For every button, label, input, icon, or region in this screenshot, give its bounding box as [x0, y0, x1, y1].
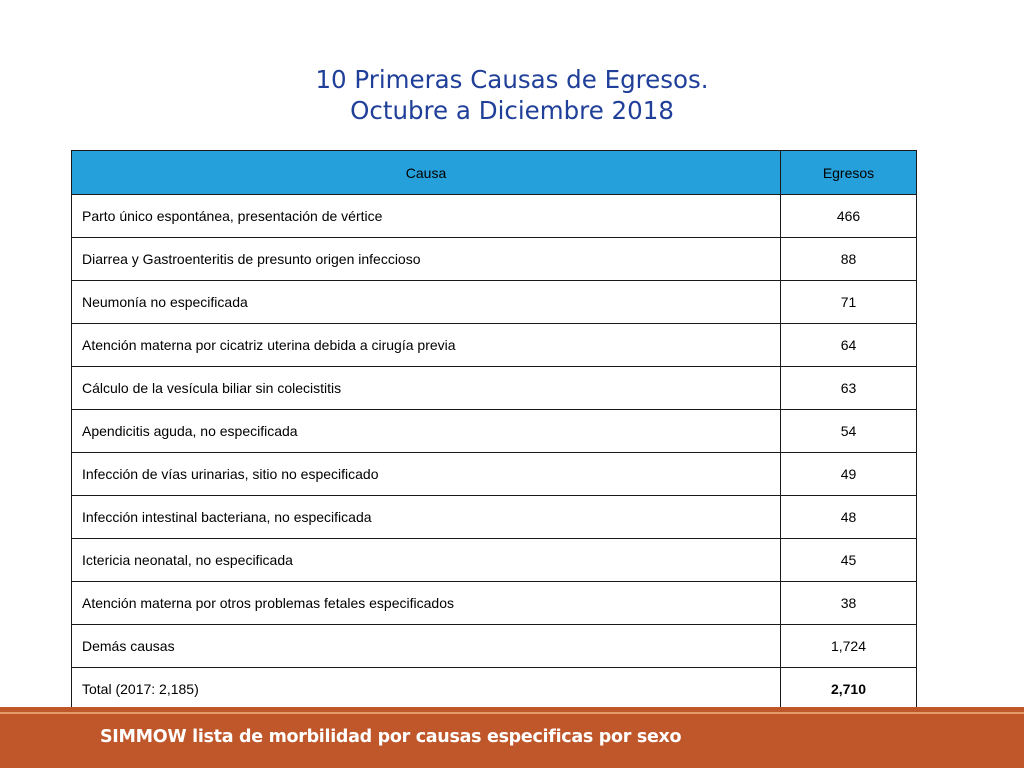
header-egresos: Egresos — [781, 151, 917, 195]
egresos-cell: 71 — [781, 281, 917, 324]
table-row — [72, 324, 917, 367]
cause-cell: Infección intestinal bacteriana, no especificada — [72, 496, 781, 539]
cause-cell: Atención materna por cicatriz uterina debida a cirugía previa — [72, 324, 781, 367]
table-header-row — [72, 151, 917, 195]
cause-cell: Infección de vías urinarias, sitio no especificado — [72, 453, 781, 496]
footer-divider — [0, 712, 1024, 714]
cause-cell: Demás causas — [72, 625, 781, 668]
table-row — [72, 281, 917, 324]
table-row — [72, 453, 917, 496]
table-row — [72, 496, 917, 539]
table-row — [72, 625, 917, 668]
title-line-1: 10 Primeras Causas de Egresos. — [315, 65, 709, 94]
egresos-cell: 38 — [781, 582, 917, 625]
total-label-cell: Total (2017: 2,185) — [72, 668, 781, 711]
table-row — [72, 195, 917, 238]
slide-title — [0, 64, 1024, 126]
egresos-cell: 49 — [781, 453, 917, 496]
cause-cell: Parto único espontánea, presentación de vértice — [72, 195, 781, 238]
table-row — [72, 410, 917, 453]
cause-cell: Apendicitis aguda, no especificada — [72, 410, 781, 453]
cause-cell: Atención materna por otros problemas fetales especificados — [72, 582, 781, 625]
causes-table — [71, 150, 917, 711]
table-row — [72, 367, 917, 410]
cause-cell: Neumonía no especificada — [72, 281, 781, 324]
cause-cell: Cálculo de la vesícula biliar sin colecistitis — [72, 367, 781, 410]
table-row — [72, 238, 917, 281]
egresos-cell: 88 — [781, 238, 917, 281]
cause-cell: Diarrea y Gastroenteritis de presunto origen infeccioso — [72, 238, 781, 281]
total-value-cell: 2,710 — [781, 668, 917, 711]
table-total-row — [72, 668, 917, 711]
egresos-cell: 54 — [781, 410, 917, 453]
footer-caption: SIMMOW lista de morbilidad por causas especificas por sexo — [100, 727, 682, 747]
egresos-cell: 466 — [781, 195, 917, 238]
header-cause: Causa — [72, 151, 781, 195]
table-row — [72, 582, 917, 625]
egresos-cell: 1,724 — [781, 625, 917, 668]
cause-cell: Ictericia neonatal, no especificada — [72, 539, 781, 582]
egresos-cell: 48 — [781, 496, 917, 539]
title-line-2: Octubre a Diciembre 2018 — [350, 96, 674, 125]
table-row — [72, 539, 917, 582]
egresos-cell: 45 — [781, 539, 917, 582]
egresos-cell: 64 — [781, 324, 917, 367]
egresos-cell: 63 — [781, 367, 917, 410]
